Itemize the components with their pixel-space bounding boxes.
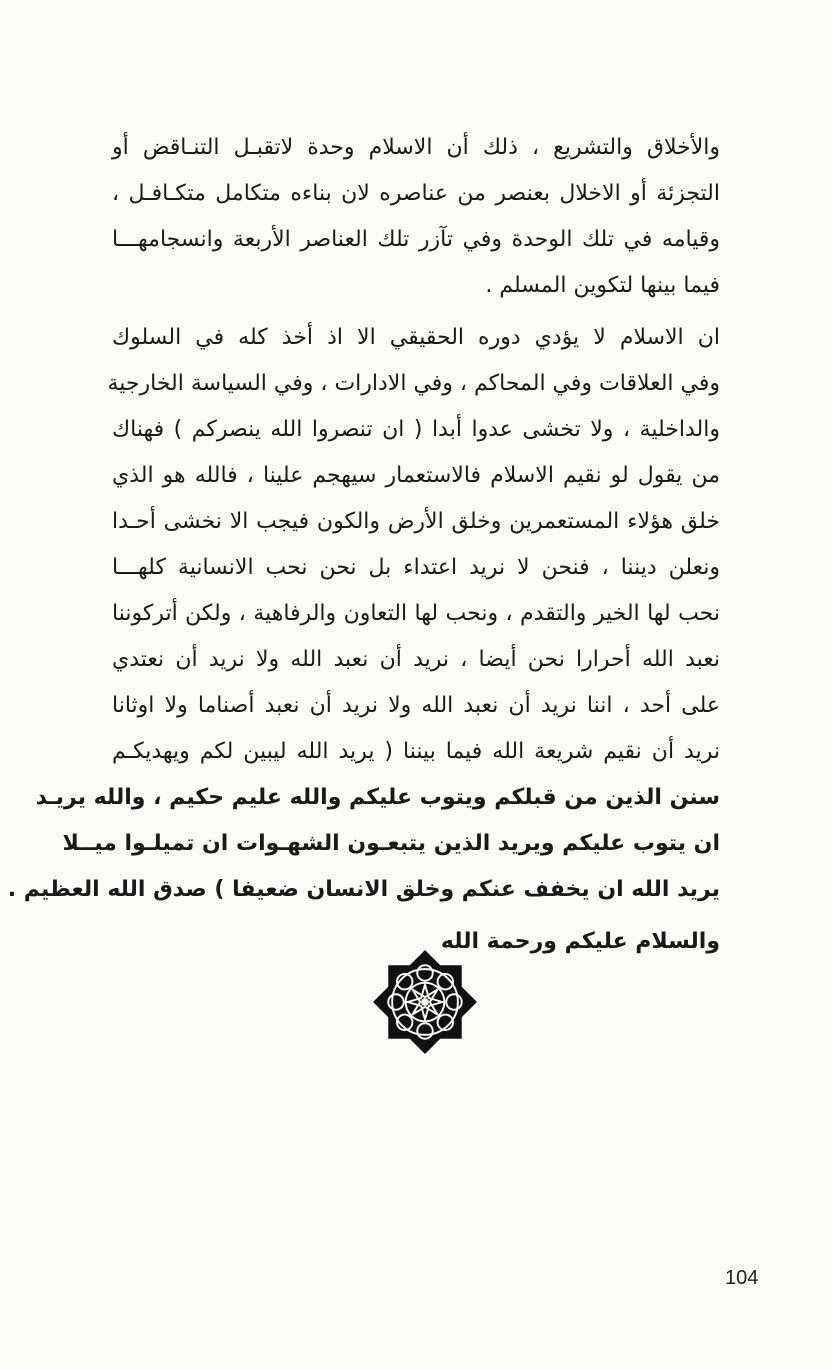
text-line: وفي العلاقات وفي المحاكم ، وفي الادارات ، وفي السياسة الخارجية — [107, 371, 720, 396]
text-line: خلق هؤلاء المستعمرين وخلق الأرض والكون فيجب الا نخشى أحـدا — [112, 509, 720, 534]
closing-greeting: والسلام عليكم ورحمة الله — [440, 929, 720, 954]
text-line: فيما بينها لتكوين المسلم . — [485, 273, 720, 298]
text-line: يريد الله ان يخفف عنكم وخلق الانسان ضعيفا ) صدق الله العظيم . — [7, 877, 720, 902]
text-line: على أحد ، اننا نريد أن نعبد الله ولا نريد أن نعبد أصناما ولا اوثانا — [112, 693, 720, 718]
page-number: 104 — [725, 1267, 759, 1289]
paragraph — [7, 315, 720, 913]
text-line: سنن الذين من قبلكم ويتوب عليكم والله عليم حكيم ، والله يريـد — [35, 785, 720, 810]
text-line: نحب لها الخير والتقدم ، ونحب لها التعاون والرفاهية ، ولكن أتركوننا — [112, 601, 720, 626]
text-line: والأخلاق والتشريع ، ذلك أن الاسلام وحدة لاتقبـل التنـاقض أو — [112, 135, 720, 160]
text-line: ونعلن ديننا ، فنحن لا نريد اعتداء بل نحن نحب الانسانية كلهـــا — [112, 555, 720, 580]
text-line: نعبد الله أحرارا نحن أيضا ، نريد أن نعبد الله ولا نريد أن نعتدي — [112, 647, 720, 672]
text-line: وقيامه في تلك الوحدة وفي تآزر تلك العناصر الأربعة وانسجامهـــا — [112, 227, 720, 252]
text-line: نريد أن نقيم شريعة الله فيما بيننا ( يريد الله ليبين لكم ويهديكـم — [112, 739, 720, 764]
body-text — [7, 125, 720, 965]
paragraph — [112, 125, 720, 309]
text-line: من يقول لو نقيم الاسلام فالاستعمار سيهجم علينا ، فالله هو الذي — [112, 463, 720, 488]
text-line: والداخلية ، ولا تخشى عدوا أبدا ( ان تنصروا الله ينصركم ) فهناك — [112, 417, 720, 442]
eight-point-star-rosette-ornament-icon — [367, 944, 483, 1060]
text-line: التجزئة أو الاخلال بعنصر من عناصره لان بناءه متكامل متكـافـل ، — [112, 181, 720, 206]
text-line: ان الاسلام لا يؤدي دوره الحقيقي الا اذ أخذ كله في السلوك — [112, 325, 720, 350]
text-line: ان يتوب عليكم ويريد الذين يتبعـون الشهـوات ان تميلـوا ميــلا — [62, 831, 720, 856]
